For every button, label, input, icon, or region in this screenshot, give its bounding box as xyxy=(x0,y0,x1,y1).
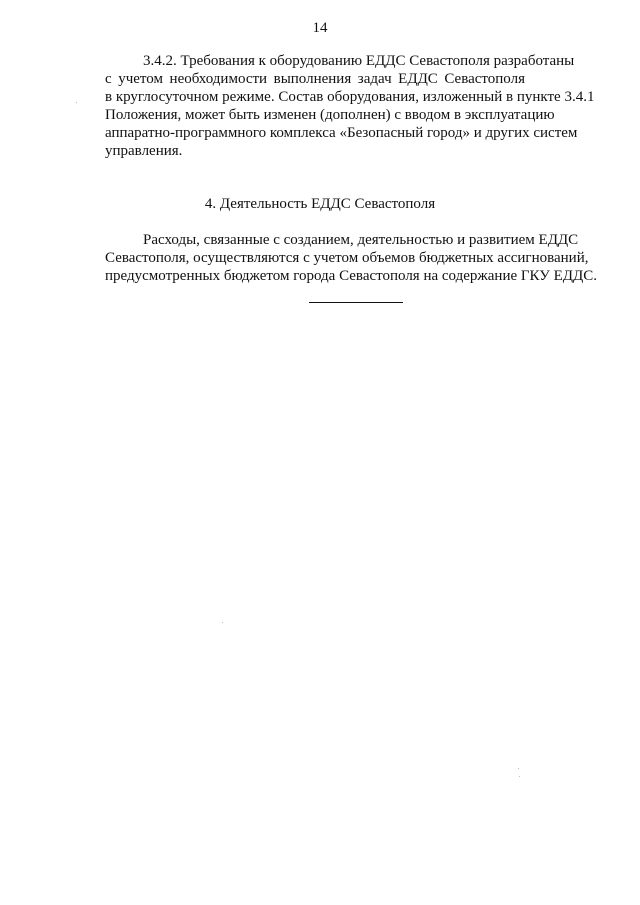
scan-speck xyxy=(518,768,519,769)
paragraph-3-4-2 xyxy=(105,52,595,160)
paragraph-line: Расходы, связанные с созданием, деятельностью и развитием ЕДДС xyxy=(143,232,579,248)
paragraph-line: аппаратно-программного комплекса «Безопасный город» и других систем xyxy=(105,125,578,141)
paragraph-line: управления. xyxy=(105,143,183,159)
paragraph-line: с учетом необходимости выполнения задач ЕДДС Севастополя xyxy=(105,71,525,87)
end-rule xyxy=(309,302,403,303)
paragraph-line: в круглосуточном режиме. Состав оборудования, изложенный в пункте 3.4.1 xyxy=(105,89,595,105)
paragraph-line: Положения, может быть изменен (дополнен) с вводом в эксплуатацию xyxy=(105,107,555,123)
paragraph-line: 3.4.2. Требования к оборудованию ЕДДС Севастополя разработаны xyxy=(143,53,575,69)
paragraph-line: Севастополя, осуществляются с учетом объемов бюджетных ассигнований, xyxy=(105,250,589,266)
page-number: 14 xyxy=(312,20,328,36)
section-heading: 4. Деятельность ЕДДС Севастополя xyxy=(204,196,436,212)
paragraph-line: предусмотренных бюджетом города Севастополя на содержание ГКУ ЕДДС. xyxy=(105,268,598,284)
scan-speck xyxy=(222,622,223,623)
paragraph-section-4 xyxy=(105,231,598,285)
scan-speck xyxy=(76,102,77,103)
scan-speck xyxy=(519,776,520,777)
